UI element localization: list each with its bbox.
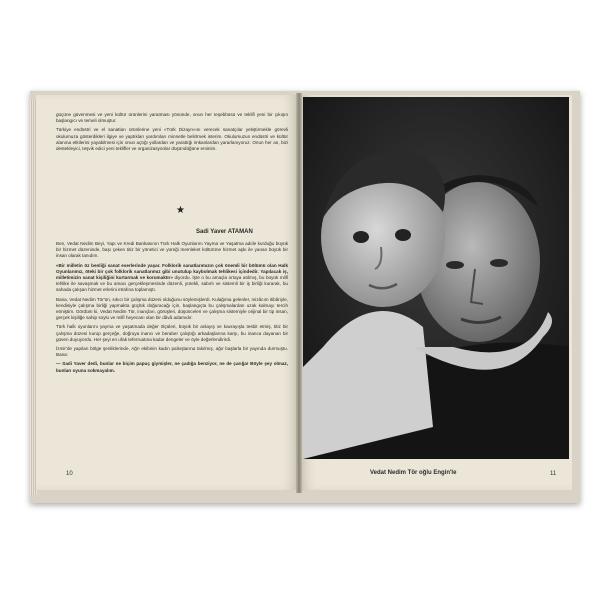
paragraph: İzmir'de yapılan bölge şenliklerinde, Ağrı ekibinin kadın palsıştarına takılmış, ağır başlarla bir yayında durmuştu. Bana:	[56, 346, 288, 358]
quote-rest: diyordu. İşte o bu amaçla ortaya atılmış, bu büyük millî tehlike ile savaşmak ve bu amacı gerçekleşmesinde düzenli, yürekli, sabırlı ve sistemli bir iş birliği kurarak, bu sahada çalışan hizmet erlerini etrafına toplamıştı.	[56, 275, 288, 293]
paragraph: Türkiye endüstri ve el sanatları ürünlerine yeni «Türk Dizayn»ını verecek sanatçılar yetiştirmekle görevli okulumuza gösterdikleri ilgiye ve yaptıkları yardımları minnetle belirtmek isterim. Okulumuzun endüstri ve kültür alanına etkilerini yayabilmesi için onun açtığı yollardan ve yarattığı imkanlardan yararlanıyoruz. Onun her an, bizi destekleyici, teşvik edici yeni teklifler ve organizasyonlar düşündüğüne eminim.	[56, 127, 288, 152]
page-number-right: 11	[550, 471, 557, 477]
photograph	[303, 97, 569, 459]
left-text-bottom	[56, 241, 288, 377]
paragraph: Bana, Vedat Nedim Tör'ün, sıkıcı bir çalışma düzeni olduğunu söylemişlerdi. Kulağıma gelenler, mizâcım itibâriyle, kendisiyle çalışma birliği yapmakta güçlük doğuracağı için, başlangıçta bu çalışmalardan uzak kalmayı tercih etmiştim. Gördüm ki, Vedat Nedim Tör, inançları, görüşleri, düşünceleri ve çalışma sistemiyle orijinal bir tip insan, gerçek kişiliğe sahip soylu ve millî heyecanı olan bir dâvâ adamıdır.	[56, 296, 288, 321]
author-signature: Sadi Yaver ATAMAN	[196, 229, 253, 235]
dialogue-bold: — Sadi Yaver dedi, bunlar ne biçim papuç giymişler, ne çadığa benziyor, ne de çarığa! Böyle şey olmaz, bunları oyuna sokmayalım.	[56, 361, 288, 373]
paragraph: Türk halk oyunlarını yayma ve yaşatmada değer ölçüleri, büyük bir anlayış ve kavrayışla tesbit etmiş, titiz bir çalışma düzeni kurup gerçeğe, doğruya inancı ve beraber çalıştığı arkadaşlarına karşı, bu inanca dayanan bir güven duyuyordu. Her şeyi en ufak teferruatına kadar dengeler ve öyle değerlendirirdi.	[56, 324, 288, 342]
page-number-left: 10	[66, 471, 73, 477]
book-gutter	[296, 93, 302, 493]
paragraph: güçüne güvenmesi ve yeni kültür ürünlerini yaratması yönünde, onun her teşebbüsü ve teklifi yeni bir çıkışın başlangıcı ve temeli olmuştur.	[56, 112, 288, 124]
photo-father-and-son	[303, 97, 569, 459]
photo-caption: Vedat Nedim Tör oğlu Engin'le	[370, 470, 457, 476]
star-separator-icon: ★	[176, 205, 185, 216]
paragraph: Ben, Vedat Nedim Beyi, Yapı ve Kredi Bankasının Türk Halk Oyunlarını Yayma ve Yaşatma adıile kurduğu büyük bir hizmet düzeninde, başı çeken titiz bir yönetici ve yüreği memleket kültürüne hizmet aşkı ile yanan büyük bir insan olarak tanıdım.	[56, 241, 288, 259]
left-text-top	[56, 112, 288, 155]
paragraph	[56, 263, 288, 294]
paragraph	[56, 361, 288, 373]
quote-bold: «Bir milletin öz benliği sanat eserlerinde yaşar. Folklorik sanatlarımızın çok önemli bir bölümü olan Halk Oyunlarımız, öteki bir çok folklorik sanatlarımız gibi unutulup kaybolmak tehlikesi içindedir. Yapılacak iş, milletimizin sanat kişiliğini kurtarmak ve korumaktır»	[56, 262, 288, 281]
